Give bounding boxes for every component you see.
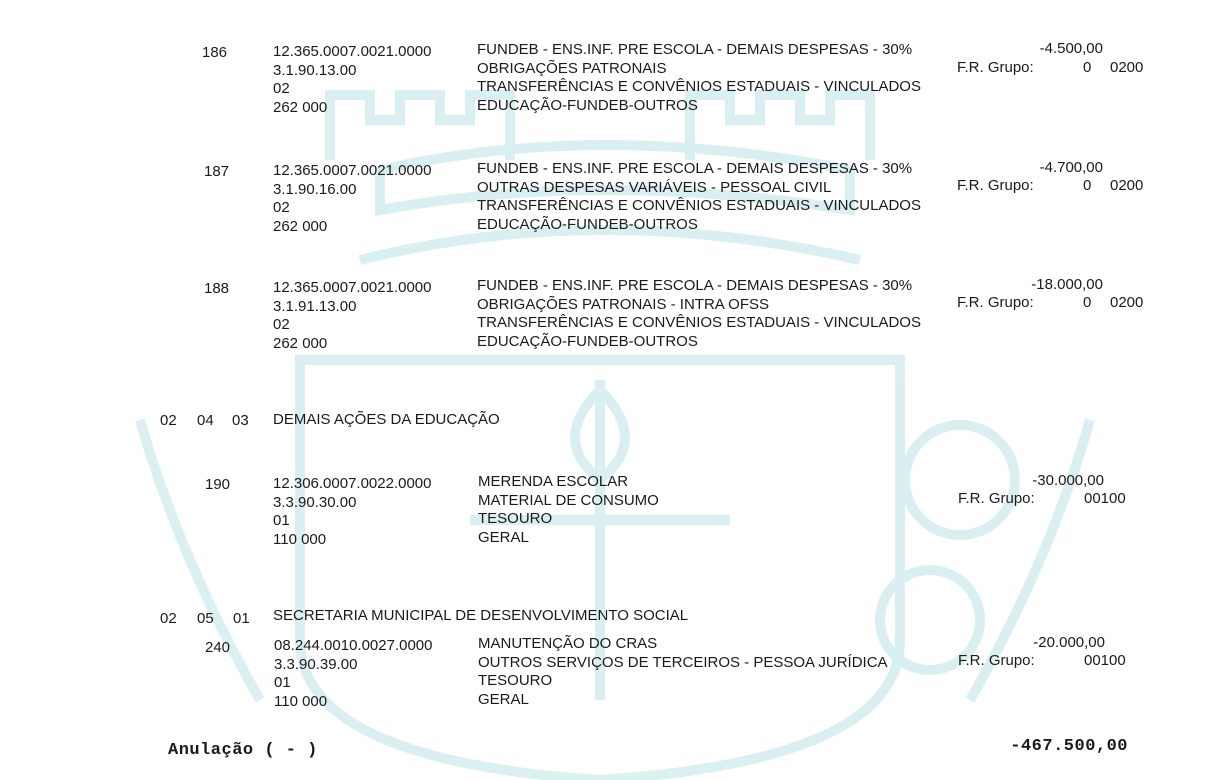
source-desc: TESOURO	[478, 510, 553, 527]
source-code: 02	[273, 316, 290, 333]
source-desc: TRANSFERÊNCIAS E CONVÊNIOS ESTADUAIS - VINCULADOS	[477, 78, 921, 95]
source-code: 01	[274, 674, 291, 691]
entry-value: -18.000,00	[1031, 276, 1103, 293]
fr-grupo-value-b: 0200	[1110, 59, 1144, 76]
fr-grupo-label: F.R. Grupo:	[958, 652, 1035, 669]
element-code: 3.1.91.13.00	[273, 297, 357, 315]
entry-descriptions	[477, 41, 921, 115]
element-desc: OUTRAS DESPESAS VARIÁVEIS - PESSOAL CIVIL	[477, 178, 832, 196]
section-code-1: 02	[160, 412, 177, 429]
detail-desc: EDUCAÇÃO-FUNDEB-OUTROS	[477, 332, 698, 350]
detail-desc: EDUCAÇÃO-FUNDEB-OUTROS	[477, 215, 698, 233]
fr-grupo-value-b: 0200	[1110, 177, 1144, 194]
section-code-2: 04	[197, 412, 214, 429]
source-desc: TESOURO	[478, 672, 553, 689]
element-desc: OBRIGAÇÕES PATRONAIS	[477, 59, 667, 77]
fr-grupo-value-a: 0	[1083, 177, 1092, 194]
entry-number: 240	[205, 639, 231, 656]
source-code: 01	[273, 512, 290, 529]
entry-codes	[274, 637, 433, 711]
entry-descriptions	[478, 473, 659, 547]
annulment-label: Anulação ( - )	[168, 741, 318, 760]
element-code: 3.1.90.13.00	[273, 61, 357, 79]
program-desc: MERENDA ESCOLAR	[478, 473, 629, 490]
program-desc: FUNDEB - ENS.INF. PRE ESCOLA - DEMAIS DESPESAS - 30%	[477, 160, 913, 177]
element-code: 3.3.90.39.00	[274, 655, 358, 673]
program-code: 12.365.0007.0021.0000	[273, 43, 432, 60]
program-code: 08.244.0010.0027.0000	[274, 637, 433, 654]
fr-grupo-value-b: 0200	[1110, 294, 1144, 311]
detail-desc: GERAL	[478, 690, 529, 708]
entry-value: -4.500,00	[1039, 40, 1103, 57]
entry-number: 190	[205, 476, 231, 493]
entry-descriptions	[477, 160, 921, 234]
entry-number: 188	[204, 280, 230, 297]
detail-desc: GERAL	[478, 528, 529, 546]
entry-codes	[273, 475, 432, 549]
detail-code: 262 000	[273, 217, 328, 235]
entry-descriptions	[478, 635, 888, 709]
entry-value: -20.000,00	[1033, 634, 1105, 651]
element-code: 3.3.90.30.00	[273, 493, 357, 511]
fr-grupo-value: 00100	[1084, 490, 1126, 507]
entry-value: -30.000,00	[1032, 472, 1104, 489]
section-code-3: 03	[232, 412, 249, 429]
fr-grupo-value-a: 0	[1083, 294, 1092, 311]
program-desc: FUNDEB - ENS.INF. PRE ESCOLA - DEMAIS DESPESAS - 30%	[477, 277, 913, 294]
entry-codes	[273, 279, 432, 353]
section-title: DEMAIS AÇÕES DA EDUCAÇÃO	[273, 411, 500, 428]
section-code-3: 01	[233, 610, 250, 627]
detail-code: 262 000	[273, 98, 328, 116]
program-desc: MANUTENÇÃO DO CRAS	[478, 635, 658, 652]
annulment-total: -467.500,00	[1010, 737, 1128, 756]
element-desc: OUTROS SERVIÇOS DE TERCEIROS - PESSOA JURÍDICA	[478, 653, 888, 671]
detail-code: 110 000	[274, 692, 328, 710]
source-desc: TRANSFERÊNCIAS E CONVÊNIOS ESTADUAIS - VINCULADOS	[477, 197, 921, 214]
fr-grupo-label: F.R. Grupo:	[957, 177, 1034, 194]
entry-number: 187	[204, 163, 230, 180]
source-desc: TRANSFERÊNCIAS E CONVÊNIOS ESTADUAIS - VINCULADOS	[477, 314, 921, 331]
detail-code: 262 000	[273, 334, 328, 352]
program-code: 12.365.0007.0021.0000	[273, 279, 432, 296]
program-desc: FUNDEB - ENS.INF. PRE ESCOLA - DEMAIS DESPESAS - 30%	[477, 41, 913, 58]
program-code: 12.365.0007.0021.0000	[273, 162, 432, 179]
program-code: 12.306.0007.0022.0000	[273, 475, 432, 492]
entry-codes	[273, 162, 432, 236]
element-desc: OBRIGAÇÕES PATRONAIS - INTRA OFSS	[477, 295, 769, 313]
entry-codes	[273, 43, 432, 117]
entry-descriptions	[477, 277, 921, 351]
detail-desc: EDUCAÇÃO-FUNDEB-OUTROS	[477, 96, 698, 114]
section-title: SECRETARIA MUNICIPAL DE DESENVOLVIMENTO SOCIAL	[273, 607, 689, 624]
source-code: 02	[273, 80, 290, 97]
detail-code: 110 000	[273, 530, 327, 548]
fr-grupo-label: F.R. Grupo:	[958, 490, 1035, 507]
fr-grupo-label: F.R. Grupo:	[957, 294, 1034, 311]
section-code-2: 05	[197, 610, 214, 627]
fr-grupo-value: 00100	[1084, 652, 1126, 669]
element-code: 3.1.90.16.00	[273, 180, 357, 198]
entry-value: -4.700,00	[1039, 159, 1103, 176]
element-desc: MATERIAL DE CONSUMO	[478, 491, 659, 509]
source-code: 02	[273, 199, 290, 216]
fr-grupo-label: F.R. Grupo:	[957, 59, 1034, 76]
section-code-1: 02	[160, 610, 177, 627]
entry-number: 186	[202, 44, 228, 61]
fr-grupo-value-a: 0	[1083, 59, 1092, 76]
